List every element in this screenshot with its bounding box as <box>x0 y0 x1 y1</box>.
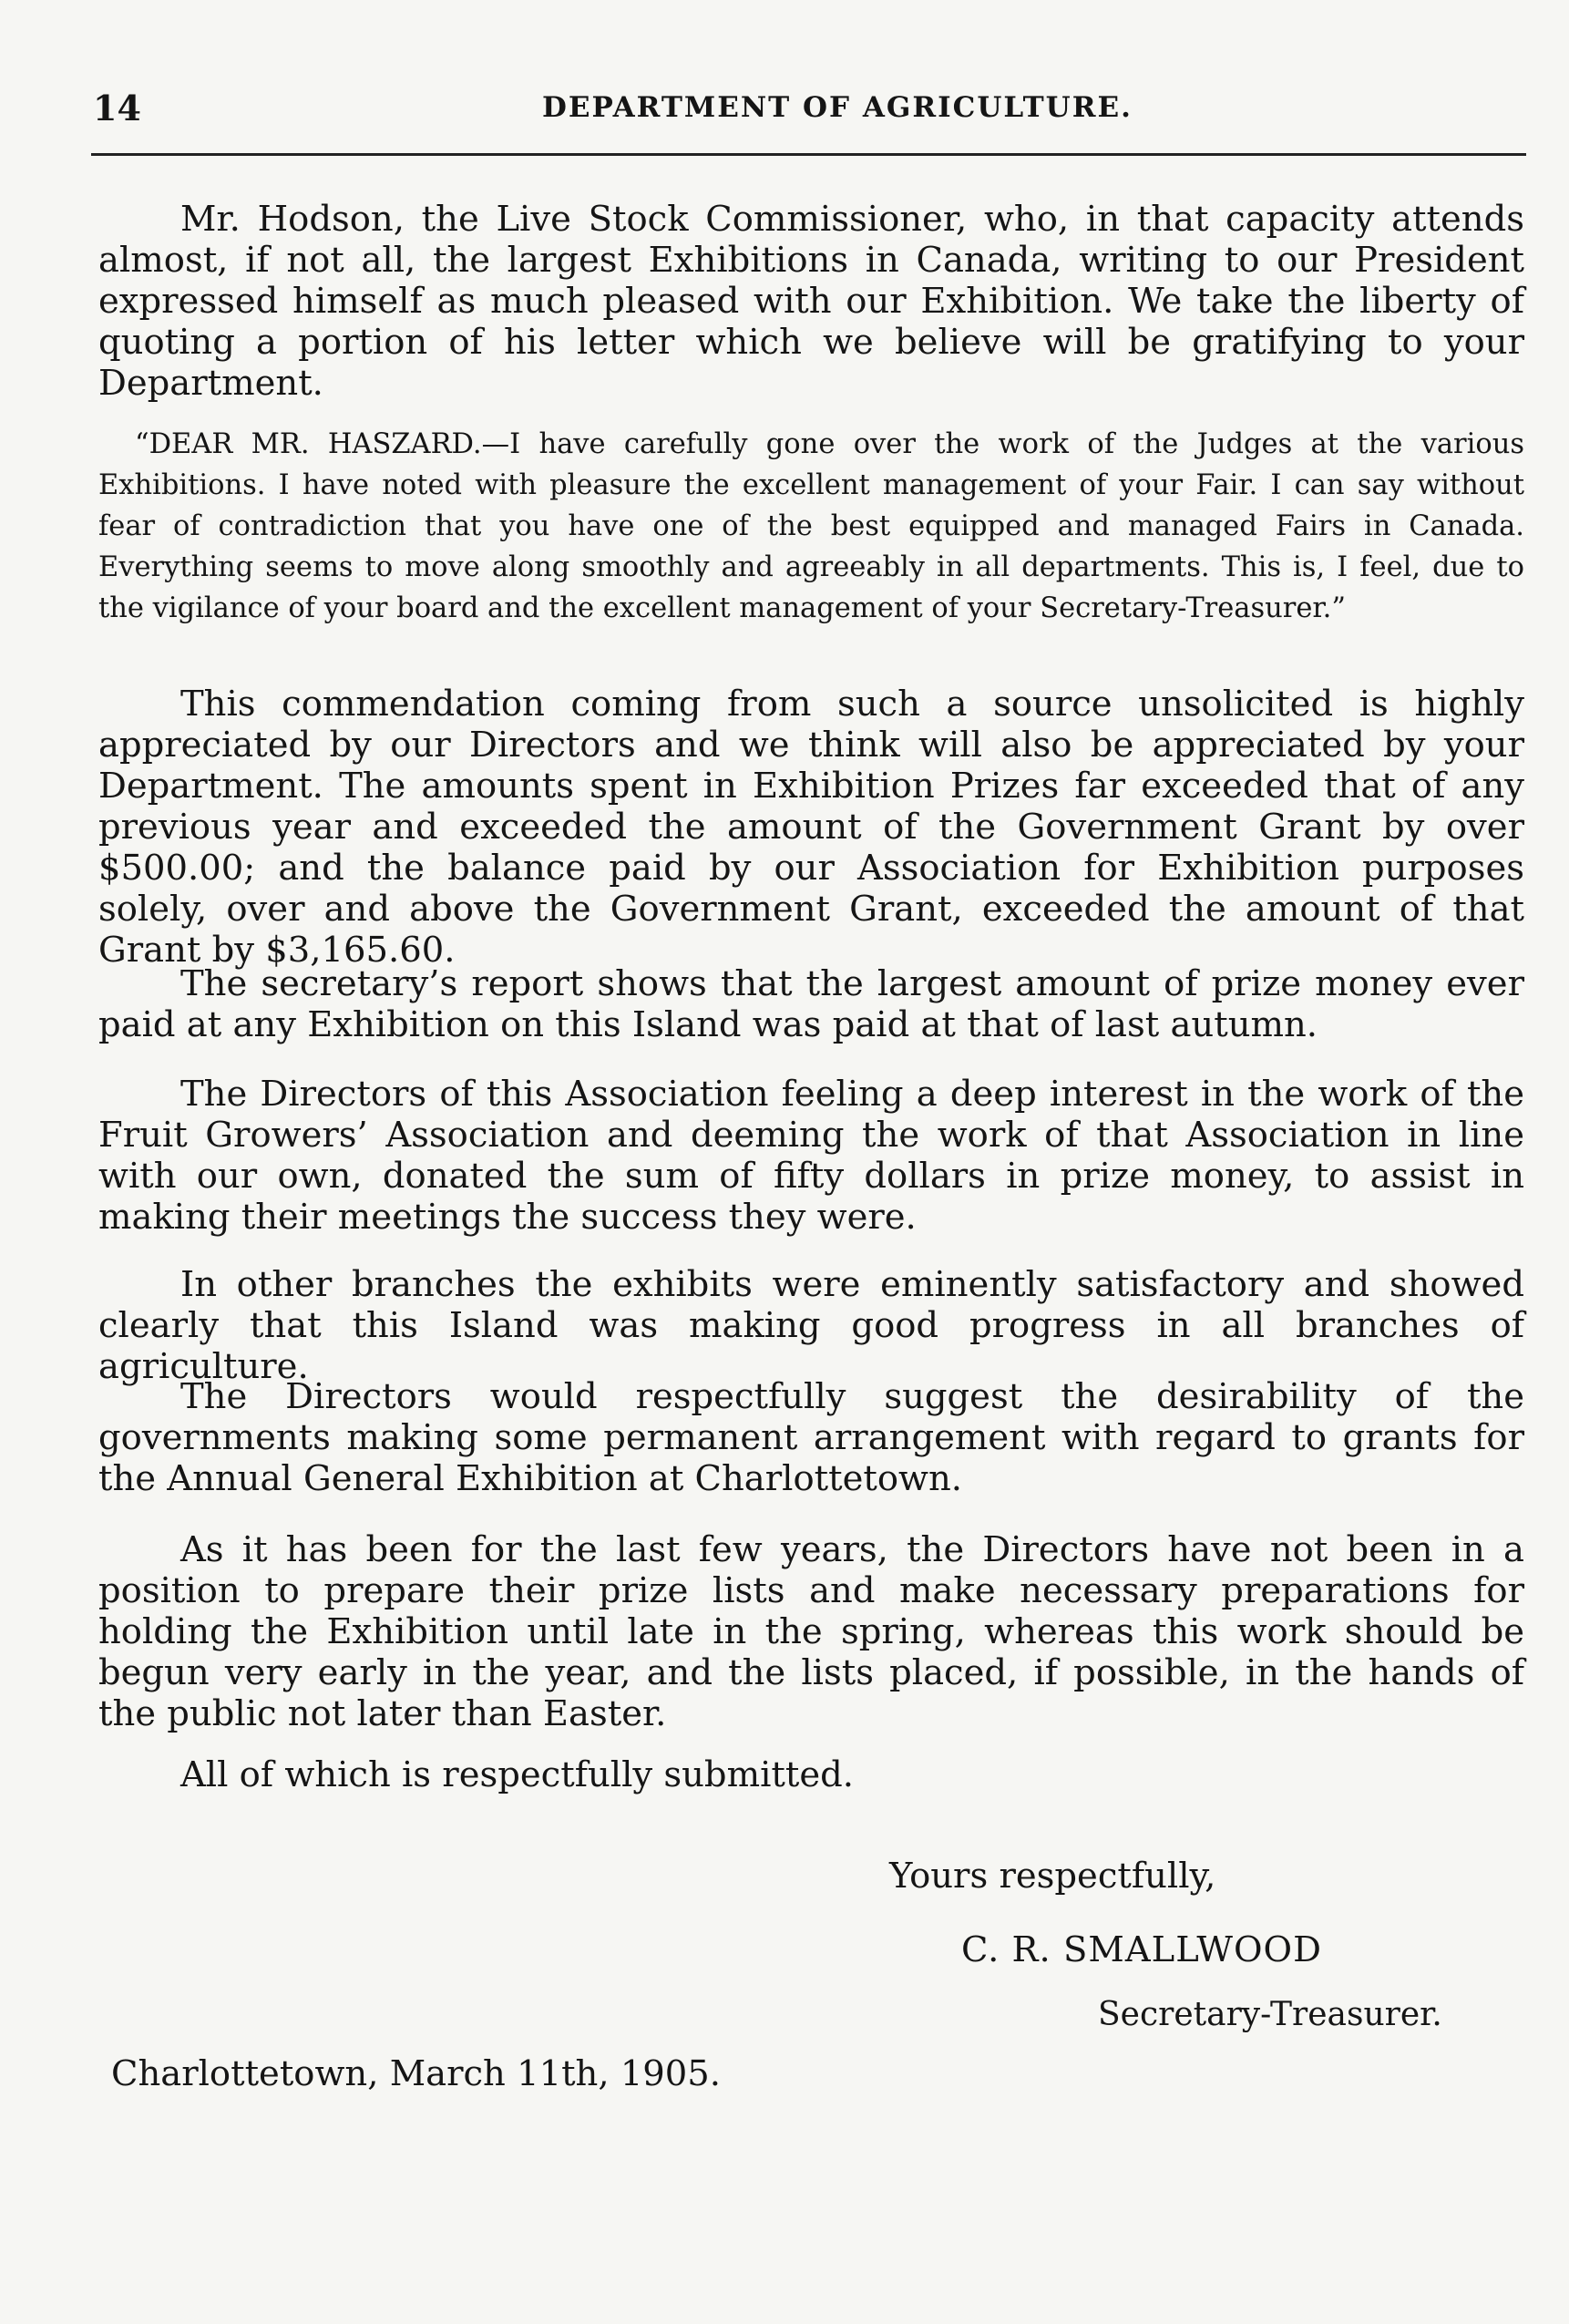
paragraph-hodson: Mr. Hodson, the Live Stock Commissioner, who, in that capacity attends almost, if not all, the largest Exhibitions in Canada, writing to our President expressed himself as much pleased with our Exhibition. We take the liberty of quoting a portion of his letter which we believe will be gratifying to your Department. <box>98 199 1524 404</box>
letter-quote: “DEAR MR. HASZARD.—I have carefully gone over the work of the Judges at the various Exhibitions. I have noted with pleasure the excellent management of your Fair. I can say without fear of contradiction that you have one of the best equipped and managed Fairs in Canada. Everything seems to move along smoothly and agreeably in all departments. This is, I feel, due to the vigilance of your board and the excellent management of your Secretary-Treasurer.” <box>98 428 1524 624</box>
header-rule <box>91 153 1526 156</box>
paragraph-other-branches: In other branches the exhibits were eminently satisfactory and showed clearly that this Island was making good progress in all branches of agriculture. <box>98 1264 1524 1387</box>
page-header <box>73 80 1533 129</box>
paragraph-prize-lists: As it has been for the last few years, the Directors have not been in a position to prepare their prize lists and make necessary preparations for holding the Exhibition until late in the spring, whereas this work should be begun very early in the year, and the lists placed, if possible, in the hands of the public not later than Easter. <box>98 1529 1524 1734</box>
running-head: DEPARTMENT OF AGRICULTURE. <box>542 91 1133 124</box>
paragraph-secretary-report: The secretary’s report shows that the largest amount of prize money ever paid at any Exhibition on this Island was paid at that of last autumn. <box>98 963 1524 1045</box>
paragraph-fruit-growers: The Directors of this Association feeling a deep interest in the work of the Fruit Growers’ Association and deeming the work of that Association in line with our own, donated the sum of fifty dollars in prize money, to assist in making their meetings the success they were. <box>98 1074 1524 1238</box>
paragraph-commendation: This commendation coming from such a source unsolicited is highly appreciated by our Directors and we think will also be appreciated by your Department. The amounts spent in Exhibition Prizes far exceeded that of any previous year and exceeded the amount of the Government Grant by over $500.00; and the balance paid by our Association for Exhibition purposes solely, over and above the Government Grant, exceeded the amount of that Grant by $3,165.60. <box>98 684 1524 971</box>
signer-name: C. R. SMALLWOOD <box>961 1929 1322 1970</box>
paragraph-grants-suggestion: The Directors would respectfully suggest the desirability of the governments making some permanent arrangement with regard to grants for the Annual General Exhibition at Charlottetown. <box>98 1376 1524 1499</box>
signer-title: Secretary-Treasurer. <box>1098 1996 1442 2033</box>
paragraph-submitted: All of which is respectfully submitted. <box>180 1754 855 1795</box>
place-date: Charlottetown, March 11th, 1905. <box>111 2053 722 2094</box>
page-number: 14 <box>93 87 141 129</box>
valediction: Yours respectfully, <box>889 1856 1216 1897</box>
